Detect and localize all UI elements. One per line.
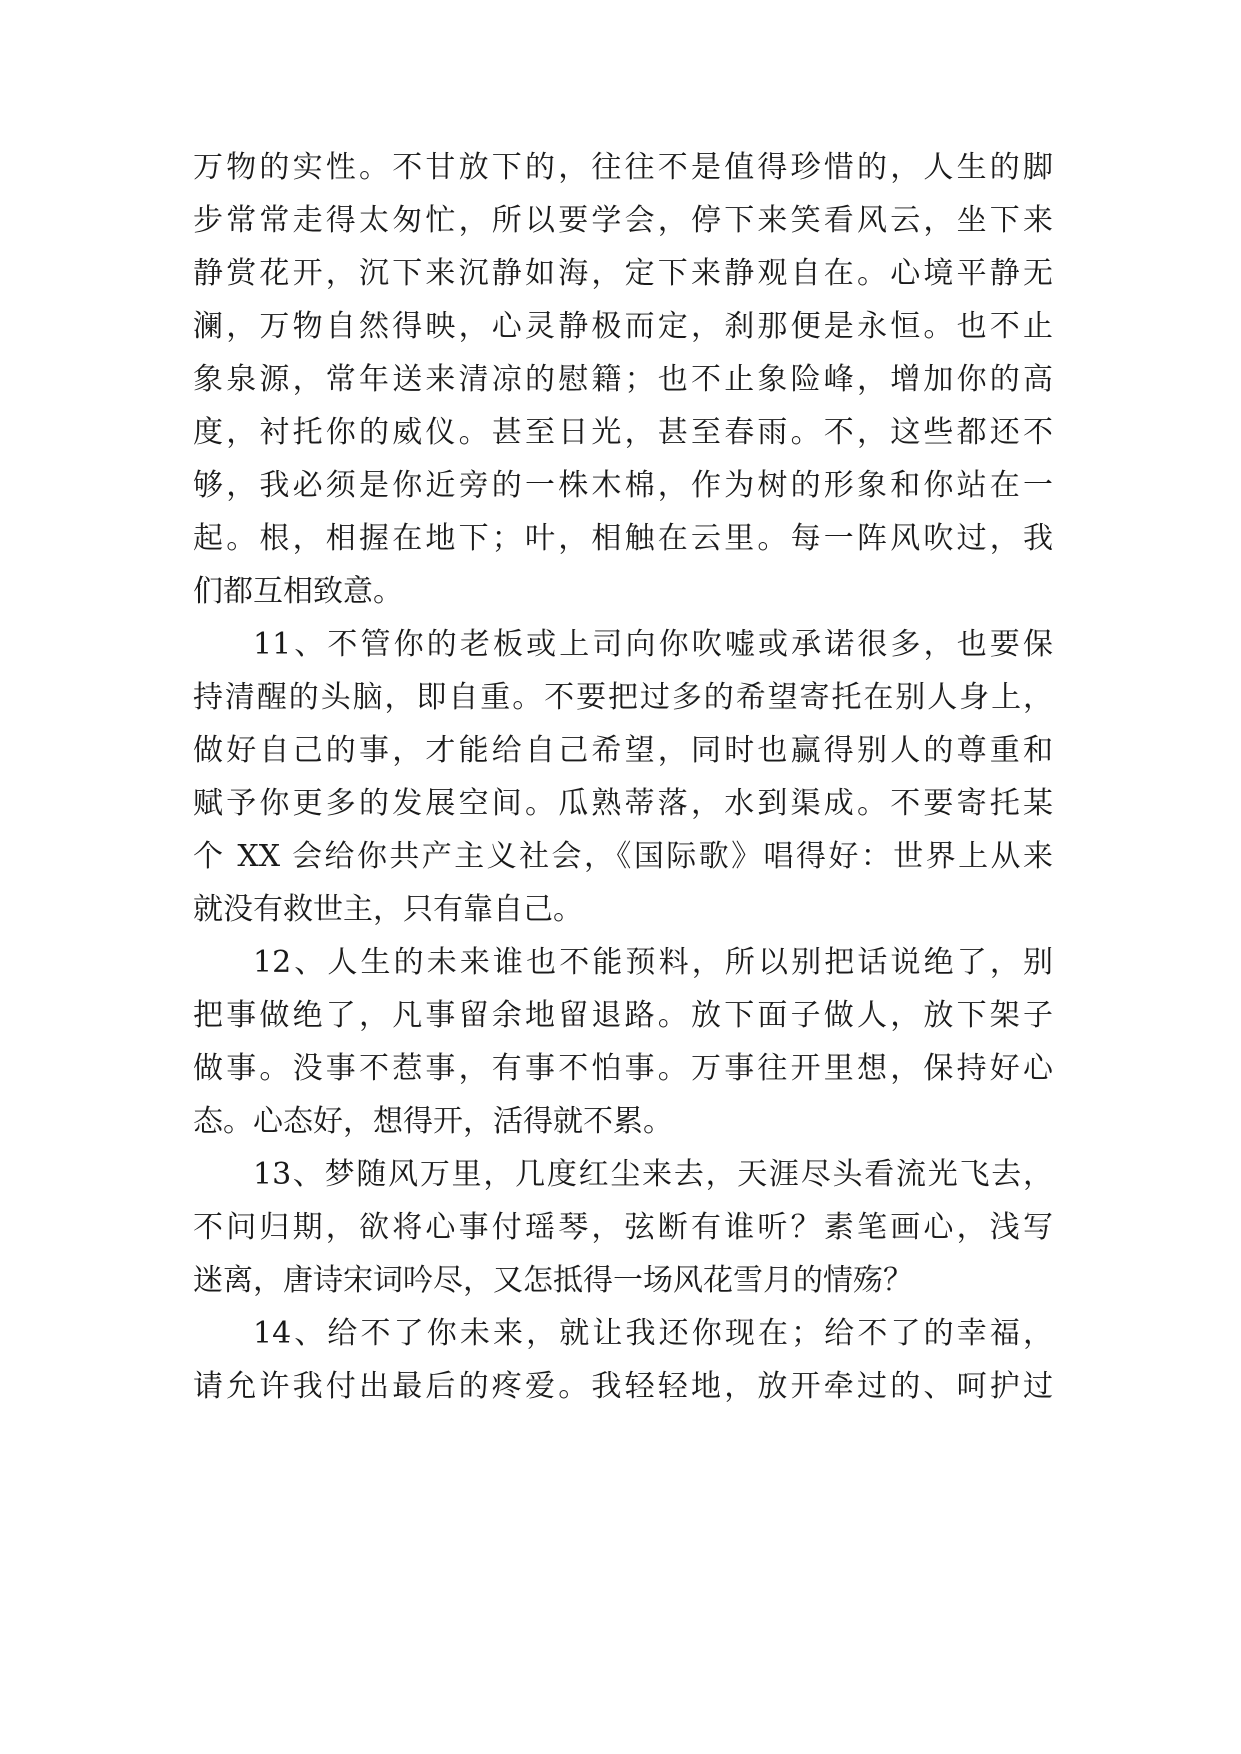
paragraph-11-line-3: 做好自己的事，才能给自己希望，同时也赢得别人的尊重和 xyxy=(193,733,1053,768)
paragraph-11-line-5: 个 XX 会给你共产主义社会，《国际歌》唱得好：世界上从来 xyxy=(193,839,1053,874)
paragraph-13-line-1: 13、梦随风万里，几度红尘来去，天涯尽头看流光飞去， xyxy=(253,1157,1053,1192)
paragraph-10-line-1: 万物的实性。不甘放下的，往往不是值得珍惜的，人生的脚 xyxy=(193,150,1053,185)
paragraph-12-line-4: 态。心态好，想得开，活得就不累。 xyxy=(193,1104,673,1139)
paragraph-13-line-3: 迷离，唐诗宋词吟尽，又怎抵得一场风花雪月的情殇？ xyxy=(193,1263,913,1298)
paragraph-10-line-4: 澜，万物自然得映，心灵静极而定，刹那便是永恒。也不止 xyxy=(193,309,1053,344)
paragraph-10-line-7: 够，我必须是你近旁的一株木棉，作为树的形象和你站在一 xyxy=(193,468,1053,503)
paragraph-14-line-2: 请允许我付出最后的疼爱。我轻轻地，放开牵过的、呵护过 xyxy=(193,1369,1053,1404)
paragraph-12-line-3: 做事。没事不惹事，有事不怕事。万事往开里想，保持好心 xyxy=(193,1051,1053,1086)
paragraph-11-line-4: 赋予你更多的发展空间。瓜熟蒂落，水到渠成。不要寄托某 xyxy=(193,786,1053,821)
paragraph-10-line-3: 静赏花开，沉下来沉静如海，定下来静观自在。心境平静无 xyxy=(193,256,1053,291)
paragraph-10-line-6: 度，衬托你的威仪。甚至日光，甚至春雨。不，这些都还不 xyxy=(193,415,1053,450)
paragraph-10-line-8: 起。根，相握在地下；叶，相触在云里。每一阵风吹过，我 xyxy=(193,521,1053,556)
paragraph-10-line-2: 步常常走得太匆忙，所以要学会，停下来笑看风云，坐下来 xyxy=(193,203,1053,238)
paragraph-14-line-1: 14、给不了你未来，就让我还你现在；给不了的幸福， xyxy=(253,1316,1053,1351)
paragraph-10-line-5: 象泉源，常年送来清凉的慰籍；也不止象险峰，增加你的高 xyxy=(193,362,1053,397)
paragraph-11-line-6: 就没有救世主，只有靠自己。 xyxy=(193,892,583,927)
paragraph-12-line-2: 把事做绝了，凡事留余地留退路。放下面子做人，放下架子 xyxy=(193,998,1053,1033)
paragraph-12-line-1: 12、人生的未来谁也不能预料，所以别把话说绝了，别 xyxy=(253,945,1053,980)
paragraph-11-line-1: 11、不管你的老板或上司向你吹嘘或承诺很多，也要保 xyxy=(253,627,1053,662)
paragraph-11-line-2: 持清醒的头脑，即自重。不要把过多的希望寄托在别人身上， xyxy=(193,680,1053,715)
paragraph-10-line-9: 们都互相致意。 xyxy=(193,574,403,609)
paragraph-13-line-2: 不问归期，欲将心事付瑶琴，弦断有谁听？素笔画心，浅写 xyxy=(193,1210,1053,1245)
